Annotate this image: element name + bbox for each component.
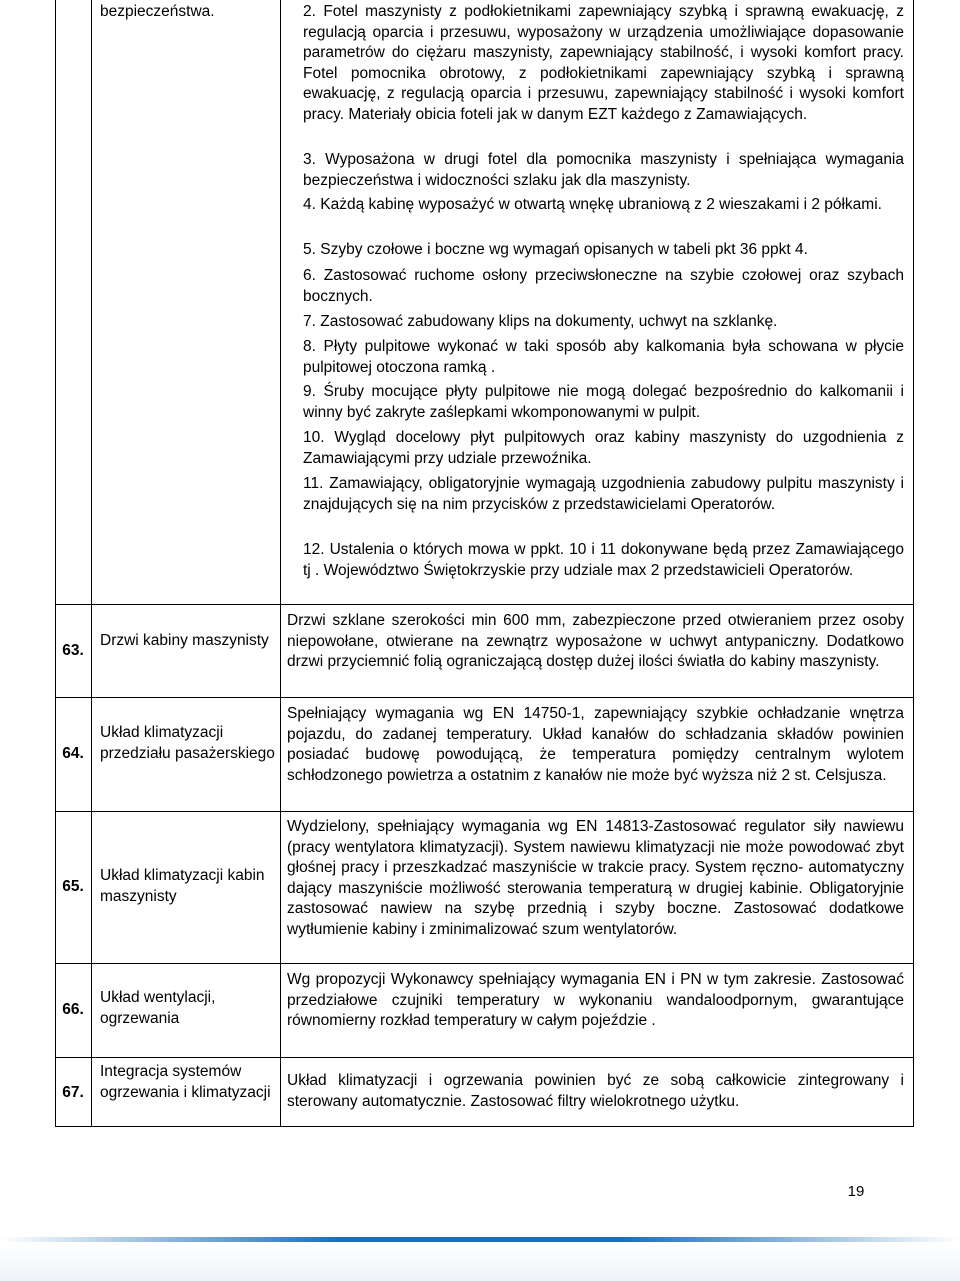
- row-description: Układ klimatyzacji i ogrzewania powinien być ze sobą całkowicie zintegrowany i sterowany automatycznie. Zastosować filtry wielokrotnego użytku.: [287, 1072, 904, 1110]
- row-separator: [55, 697, 914, 698]
- table-border-left: [55, 0, 56, 1127]
- footer-band: [0, 1243, 960, 1281]
- row-title: Układ wentylacji, ogrzewania: [100, 989, 216, 1027]
- row-description: Drzwi szklane szerokości min 600 mm, zabezpieczone przed otwieraniem przez osoby niepowołane, otwierane na zewnątrz wyposażone w uchwyt antypaniczny. Dodatkowo drzwi przyciemnić folią ograniczającą dostęp dużej ilości światła do kabiny maszynisty.: [287, 612, 904, 671]
- list-item-text: Wygląd docelowy płyt pulpitowych oraz kabiny maszynisty do uzgodnienia z Zamawiającymi przy udziale przewoźnika.: [303, 429, 904, 467]
- row-title: Drzwi kabiny maszynisty: [100, 632, 269, 649]
- list-item-number: 11.: [303, 475, 324, 492]
- list-item-text: Płyty pulpitowe wykonać w taki sposób aby kalkomania była schowana w płycie pulpitowej otoczona ramką .: [303, 338, 904, 376]
- row-title-continued: bezpieczeństwa.: [100, 3, 215, 20]
- list-item-text: Każdą kabinę wyposażyć w otwartą wnękę ubraniową z 2 wieszakami i 2 półkami.: [320, 196, 882, 213]
- list-item: [303, 337, 904, 378]
- list-item-number: 10.: [303, 429, 325, 446]
- table-divider-title: [280, 0, 281, 1127]
- list-item-text: Fotel maszynisty z podłokietnikami zapewniający szybką i sprawną ewakuację, z regulacją oparcia i przesuwu, wyposażony w urządzenia umożliwiające dopasowanie parametrów do ciężaru maszynisty, zapewniający stabilność, i wysoki komfort pracy. Fotel pomocnika obrotowy, z podłokietnikami zapewniający szybką i sprawną ewakuację, z regulacją oparcia i przesuwu, zapewniający stabilność i wysoki komfort pracy. Materiały obicia foteli jak w danym EZT każdego z Zamawiających.: [303, 3, 904, 123]
- list-item: [303, 150, 904, 191]
- row-number: 63.: [62, 642, 84, 659]
- list-item: [303, 312, 904, 333]
- row-title: Układ klimatyzacji kabin maszynisty: [100, 867, 265, 905]
- list-item: [303, 382, 904, 423]
- row-description: Spełniający wymagania wg EN 14750-1, zapewniający szybkie ochładzanie wnętrza pojazdu, do zadanej temperatury. Układ kanałów do schładzania składów powinien posiadać budowę powodującą, że temperatura pomiędzy centralnym wylotem schłodzonego powietrza a ostatnim z kanałów nie może być wyższa niż 2 st. Celsjusza.: [287, 705, 904, 784]
- footer-accent-line: [0, 1237, 960, 1242]
- table-border-bottom: [55, 1126, 914, 1127]
- row-separator: [55, 604, 914, 605]
- list-item-number: 6.: [303, 267, 316, 284]
- row-separator: [55, 963, 914, 964]
- row-number: 64.: [62, 745, 84, 762]
- list-item: [303, 240, 904, 261]
- list-item-text: Szyby czołowe i boczne wg wymagań opisanych w tabeli pkt 36 ppkt 4.: [320, 241, 808, 258]
- row-title: Układ klimatyzacji przedziału pasażerskiego: [100, 724, 275, 762]
- row-separator: [55, 1057, 914, 1058]
- row-number: 66.: [62, 1001, 84, 1018]
- page-number: 19: [847, 1183, 865, 1200]
- list-item-number: 3.: [303, 151, 316, 168]
- list-item-text: Zamawiający, obligatoryjnie wymagają uzgodnienia zabudowy pulpitu maszynisty i znajdujących się na nim przycisków z przedstawicielami Operatorów.: [303, 475, 904, 513]
- row-separator: [55, 811, 914, 812]
- table-border-right: [913, 0, 914, 1127]
- list-item-text: Zastosować ruchome osłony przeciwsłoneczne na szybie czołowej oraz szybach bocznych.: [303, 267, 904, 305]
- list-item-number: 7.: [303, 313, 316, 330]
- list-item: [303, 540, 904, 581]
- list-item: [303, 428, 904, 469]
- list-item-text: Wyposażona w drugi fotel dla pomocnika maszynisty i spełniająca wymagania bezpieczeństwa i widoczności szlaku jak dla maszynisty.: [303, 151, 904, 189]
- list-item-number: 8.: [303, 338, 316, 355]
- list-item-text: Zastosować zabudowany klips na dokumenty, uchwyt na szklankę.: [320, 313, 778, 330]
- list-item-number: 12.: [303, 541, 325, 558]
- list-item: [303, 474, 904, 515]
- list-item-text: Śruby mocujące płyty pulpitowe nie mogą dolegać bezpośrednio do kalkomanii i winny być zakryte zaślepkami wkomponowanymi w pulpit.: [303, 383, 904, 421]
- row-description: Wg propozycji Wykonawcy spełniający wymagania EN i PN w tym zakresie. Zastosować przedziałowe czujniki temperatury w wykonaniu wandaloodpornym, gwarantujące równomierny rozkład temperatury w całym pojeździe .: [287, 971, 904, 1030]
- row-description: Wydzielony, spełniający wymagania wg EN 14813-Zastosować regulator siły nawiewu (pracy wentylatora klimatyzacji). System nawiewu klimatyzacji nie może powodować zbyt głośnej pracy i przeszkadzać maszyniście w trakcie pracy. System ręczno- automatyczny dający maszyniście możliwość sterowania temperaturą w drugiej kabinie. Obligatoryjnie zastosować nawiew na szybę przednią i szyby boczne. Zastosować dodatkowe wytłumienie kabiny i zminimalizować szum wentylatorów.: [287, 818, 904, 938]
- list-item-text: Ustalenia o których mowa w ppkt. 10 i 11 dokonywane będą przez Zamawiającego tj . Województwo Świętokrzyskie przy udziale max 2 przedstawicieli Operatorów.: [303, 541, 904, 579]
- row-number: 65.: [62, 878, 84, 895]
- list-item: [303, 2, 904, 126]
- table-divider-num: [91, 0, 92, 1127]
- list-item-number: 9.: [303, 383, 316, 400]
- list-item-number: 4.: [303, 196, 316, 213]
- list-item-number: 2.: [303, 3, 316, 20]
- list-item: [303, 266, 904, 307]
- row-title: Integracja systemów ogrzewania i klimatyzacji: [100, 1063, 271, 1101]
- row-number: 67.: [62, 1084, 84, 1101]
- list-item: [303, 195, 904, 216]
- list-item-number: 5.: [303, 241, 316, 258]
